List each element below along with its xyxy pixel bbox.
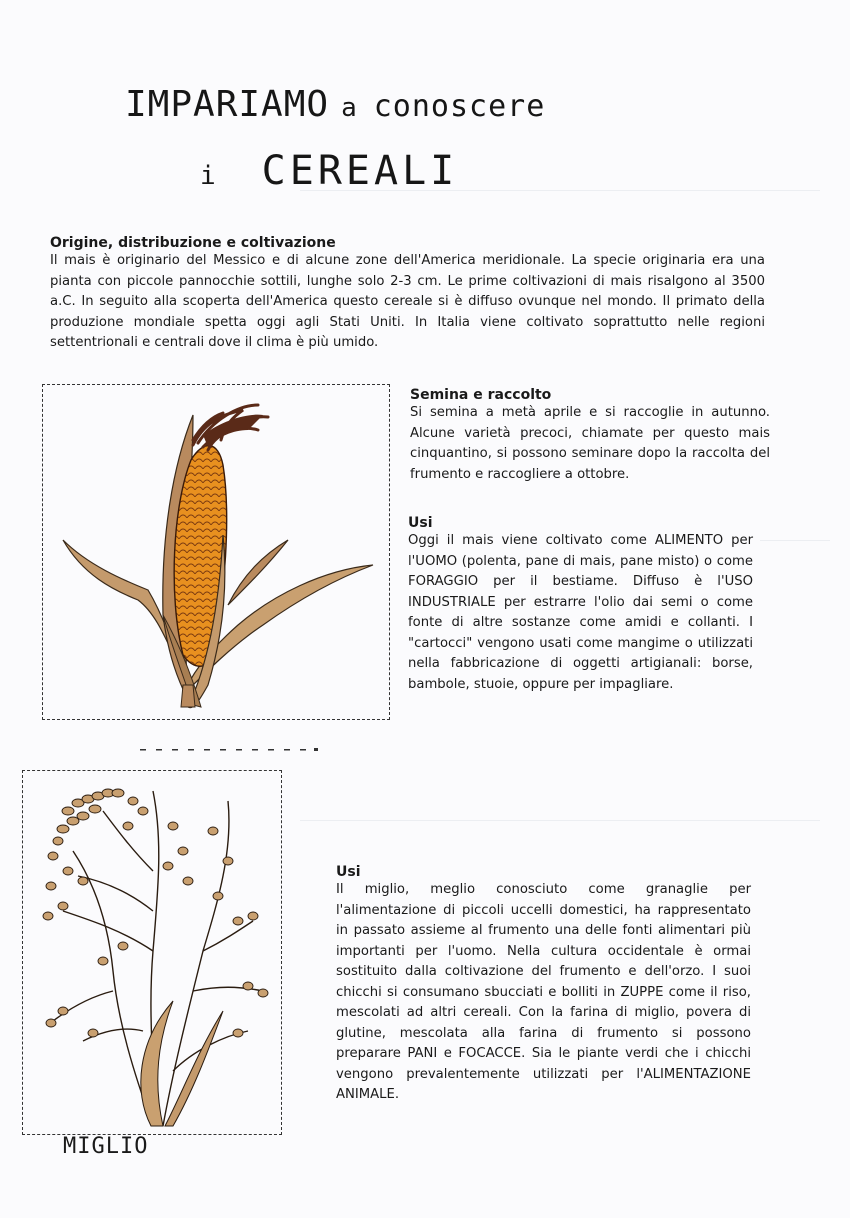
page-title-line2 bbox=[200, 148, 458, 194]
page-title-line1 bbox=[125, 84, 545, 125]
millet-illustration-box bbox=[22, 770, 282, 1135]
corn-illustration bbox=[43, 385, 388, 718]
usi-miglio-text: Il miglio, meglio conosciuto come granaglie per l'alimentazione di piccoli uccelli domestici, ha rappresentato in passato assieme al frumento una delle fonti alimentari più importanti per l'uomo. Nella cultura occidentale è ormai sostituito dalla coltivazione del frumento e dell'orzo. I suoi chicchi si consumano sbucciati e bolliti in ZUPPE come il riso, mescolati ad altri cereali. Con la farina di miglio, povera di glutine, mescolata alla farina di frumento si possono preparare PANI e FOCACCE. Sia le piante verdi che i chicchi vengono prevalentemente utilizzati per l'ALIMENTAZIONE ANIMALE. bbox=[336, 882, 751, 1102]
corn-illustration-box bbox=[42, 384, 390, 720]
usi-mais-heading: Usi bbox=[408, 515, 433, 531]
usi-mais-text: Oggi il mais viene coltivato come ALIMENTO per l'UOMO (polenta, pane di mais, pane misto) o come FORAGGIO per il bestiame. Diffuso è l'USO INDUSTRIALE per estrarre l'olio dai semi o come fonte di altre sostanze come amidi e collanti. I "cartocci" vengono usati come mangime o utilizzati nella fabbricazione di oggetti artigianali: borse, bambole, stuoie, oppure per impagliare. bbox=[408, 533, 753, 692]
background-line bbox=[300, 820, 820, 821]
title-word-a: a bbox=[341, 93, 358, 123]
origin-section bbox=[50, 235, 765, 354]
origin-text: Il mais è originario del Messico e di alcune zone dell'America meridionale. La specie originaria era una pianta con piccole pannocchie sottili, lunghe solo 2-3 cm. Le prime coltivazioni di mais risalgono al 3500 a.C. In seguito alla scoperta dell'America questo cereale si è diffuso ovunque nel mondo. Il primato della produzione mondiale spetta oggi agli Stati Uniti. In Italia viene coltivato soprattutto nelle regioni settentrionali e centrali dove il clima è più umido. bbox=[50, 253, 765, 350]
millet-illustration bbox=[23, 771, 280, 1133]
title-word-conoscere: conoscere bbox=[373, 89, 546, 124]
semina-text: Si semina a metà aprile e si raccoglie in autunno. Alcune varietà precoci, chiamate per questo mais cinquantino, si possono seminare dopo la raccolta del frumento e raccogliere a ottobre. bbox=[410, 405, 770, 482]
usi-mais-section bbox=[408, 515, 753, 695]
usi-miglio-heading: Usi bbox=[336, 864, 361, 880]
background-line bbox=[760, 540, 830, 541]
semina-heading: Semina e raccolto bbox=[410, 387, 552, 403]
semina-section bbox=[410, 387, 770, 485]
origin-heading: Origine, distribuzione e coltivazione bbox=[50, 235, 336, 251]
title-word-impariamo: IMPARIAMO bbox=[125, 84, 330, 125]
title-word-cereali: CEREALI bbox=[261, 148, 459, 194]
title-word-i: i bbox=[200, 161, 216, 191]
miglio-caption: MIGLIO bbox=[63, 1134, 149, 1159]
dotted-separator bbox=[140, 745, 320, 755]
usi-miglio-section bbox=[336, 864, 751, 1106]
